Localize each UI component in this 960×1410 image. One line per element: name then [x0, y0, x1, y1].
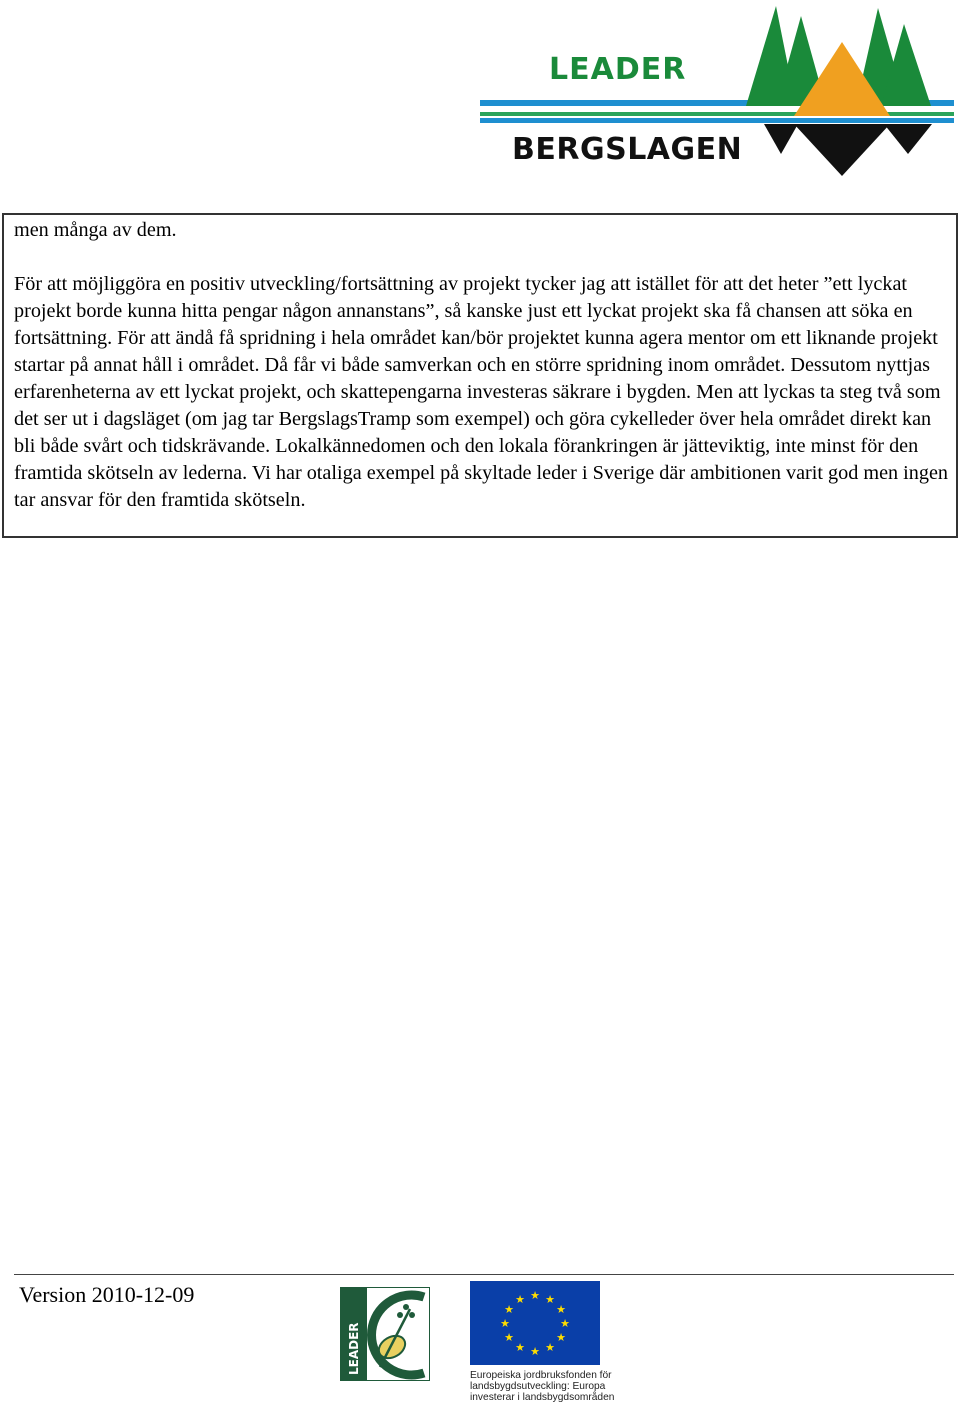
leader-bergslagen-logo	[476, 4, 956, 182]
eu-agricultural-fund-logo	[470, 1281, 615, 1409]
logo-word-leader: LEADER	[549, 52, 687, 87]
svg-text:★: ★	[530, 1345, 540, 1358]
eu-caption-line-1: Europeiska jordbruksfonden för	[470, 1370, 612, 1381]
svg-text:★: ★	[556, 1303, 566, 1316]
svg-text:★: ★	[504, 1303, 514, 1316]
paragraph-main: För att möjliggöra en positiv utveckling/fortsättning av projekt tycker jag att istället för att det heter ”ett lyckat projekt borde kunna hitta pengar någon annanstans”, så kanske just ett lyckat projekt ska få chansen att söka en fortsättning. För att ändå få spridning i hela området kan/bör projektet kunna agera mentor om ett liknande projekt startar på annat håll i området. Då får vi både samverkan och en större spridning inom området. Dessutom nyttjas erfarenheterna av ett lyckat projekt, och skattepengarna investeras säkrare i bygden. Men att lyckas ta steg två som det ser ut i dagsläget (om jag tar BergslagsTramp som exempel) och göra cykelleder över hela området direkt kan bli både svårt och tidskrävande. Lokalkännedomen och den lokala förankringen är jätteviktig, inte minst för den framtida skötseln av lederna. Vi har otaliga exempel på skyltade leder i Sverige där ambitionen varit god men ingen tar ansvar för den framtida skötseln.	[14, 273, 949, 511]
eu-caption-line-3: investerar i landsbygdsområden	[470, 1392, 615, 1403]
version-label: Version 2010-12-09	[19, 1282, 195, 1307]
leader-eu-logo-graphic	[340, 1287, 430, 1381]
footer-divider	[14, 1274, 954, 1275]
svg-text:★: ★	[530, 1289, 540, 1302]
response-text-box	[2, 213, 958, 538]
svg-text:★: ★	[500, 1317, 510, 1330]
svg-text:★: ★	[515, 1341, 525, 1354]
leader-eu-logo-text: LEADER	[347, 1322, 361, 1375]
leader-eu-logo	[340, 1287, 430, 1381]
paragraph-continuation: men många av dem.	[14, 219, 177, 241]
svg-text:★: ★	[545, 1341, 555, 1354]
eu-flag-icon	[470, 1281, 600, 1365]
eu-caption-line-2: landsbygdsutveckling: Europa	[470, 1381, 606, 1392]
svg-text:★: ★	[515, 1293, 525, 1306]
svg-text:★: ★	[556, 1331, 566, 1344]
svg-text:★: ★	[504, 1331, 514, 1344]
svg-text:★: ★	[560, 1317, 570, 1330]
svg-text:★: ★	[545, 1293, 555, 1306]
logo-word-bergslagen: BERGSLAGEN	[512, 132, 743, 167]
